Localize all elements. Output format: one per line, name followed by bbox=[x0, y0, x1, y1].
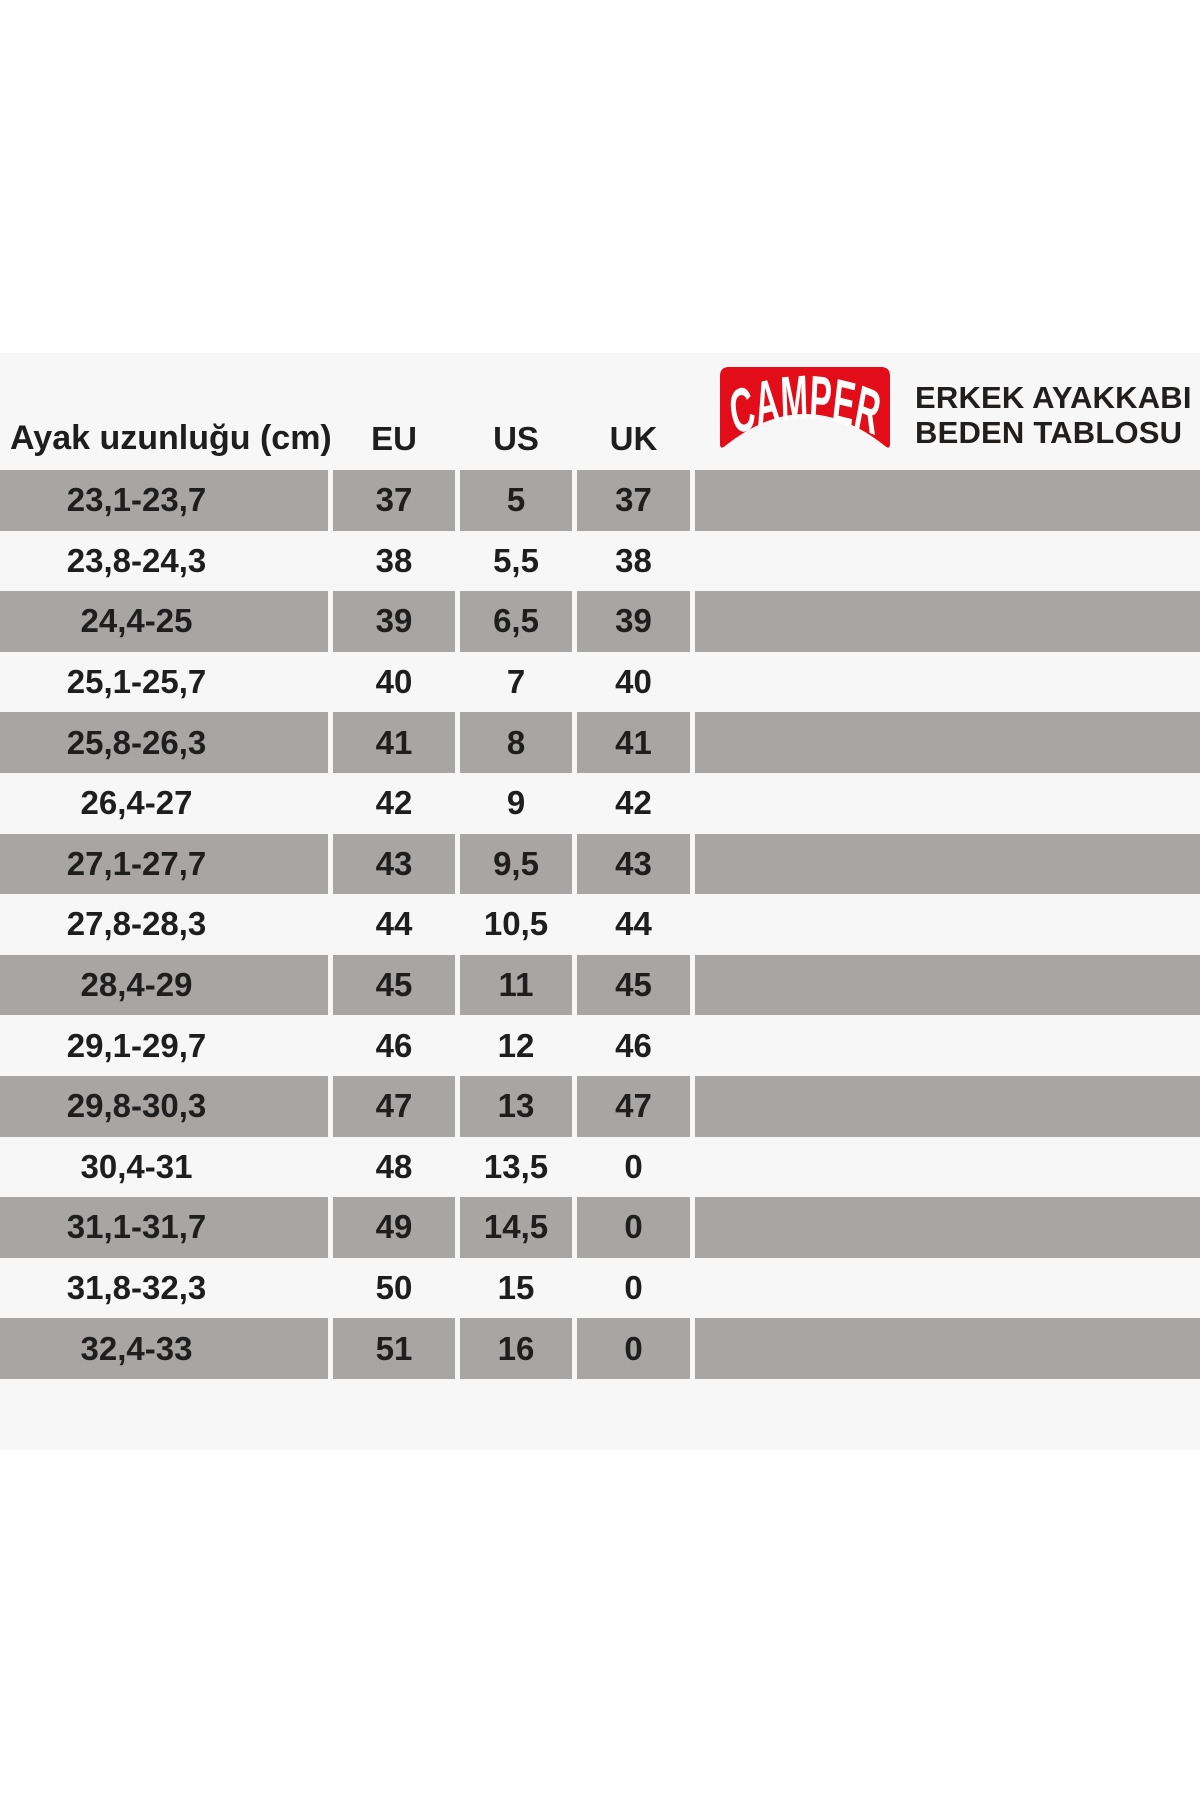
cell-foot-length: 29,8-30,3 bbox=[0, 1076, 328, 1137]
camper-logo-text: CAMPER bbox=[724, 364, 893, 450]
cell-eu: 37 bbox=[333, 470, 455, 531]
camper-logo-icon bbox=[716, 364, 894, 450]
cell-uk: 38 bbox=[615, 541, 652, 579]
cell-spacer bbox=[695, 591, 1200, 652]
table-row bbox=[0, 1015, 1200, 1076]
cell-us: 5 bbox=[460, 470, 572, 531]
cell-spacer bbox=[695, 1258, 1200, 1319]
cell-us: 6,5 bbox=[460, 591, 572, 652]
cell-spacer bbox=[695, 531, 1200, 592]
cell-uk: 44 bbox=[615, 905, 652, 943]
cell-us: 9 bbox=[506, 784, 526, 822]
table-row bbox=[0, 1318, 1200, 1379]
cell-uk: 0 bbox=[577, 1197, 690, 1258]
header-foot-length: Ayak uzunluğu (cm) bbox=[10, 419, 332, 457]
cell-spacer bbox=[695, 955, 1200, 1016]
cell-foot-length: 30,4-31 bbox=[80, 1147, 193, 1185]
cell-uk: 0 bbox=[577, 1318, 690, 1379]
cell-uk: 41 bbox=[577, 712, 690, 773]
cell-foot-length: 28,4-29 bbox=[0, 955, 328, 1016]
header-eu: EU bbox=[371, 420, 417, 457]
cell-us: 8 bbox=[460, 712, 572, 773]
cell-spacer bbox=[695, 652, 1200, 713]
chart-title bbox=[915, 380, 1192, 450]
cell-us: 12 bbox=[497, 1026, 535, 1064]
cell-uk: 43 bbox=[577, 834, 690, 895]
cell-eu: 47 bbox=[333, 1076, 455, 1137]
cell-foot-length: 26,4-27 bbox=[80, 784, 193, 822]
cell-foot-length: 29,1-29,7 bbox=[66, 1026, 207, 1064]
cell-us: 14,5 bbox=[460, 1197, 572, 1258]
cell-us: 9,5 bbox=[460, 834, 572, 895]
cell-foot-length: 23,8-24,3 bbox=[66, 541, 207, 579]
cell-us: 5,5 bbox=[493, 541, 539, 579]
cell-us: 16 bbox=[460, 1318, 572, 1379]
cell-uk: 47 bbox=[577, 1076, 690, 1137]
cell-spacer bbox=[695, 834, 1200, 895]
brand-block bbox=[716, 364, 1192, 450]
cell-eu: 49 bbox=[333, 1197, 455, 1258]
cell-foot-length: 25,8-26,3 bbox=[0, 712, 328, 773]
cell-spacer bbox=[695, 470, 1200, 531]
cell-us: 11 bbox=[460, 955, 572, 1016]
cell-us: 13,5 bbox=[483, 1147, 549, 1185]
cell-uk: 40 bbox=[615, 663, 652, 701]
table-row bbox=[0, 1258, 1200, 1319]
cell-spacer bbox=[695, 1076, 1200, 1137]
cell-spacer bbox=[695, 1197, 1200, 1258]
cell-uk: 42 bbox=[615, 784, 652, 822]
cell-uk: 0 bbox=[624, 1269, 643, 1307]
cell-foot-length: 25,1-25,7 bbox=[66, 663, 207, 701]
cell-us: 10,5 bbox=[483, 905, 549, 943]
cell-eu: 51 bbox=[333, 1318, 455, 1379]
header-us: US bbox=[493, 420, 539, 457]
cell-foot-length: 23,1-23,7 bbox=[0, 470, 328, 531]
header-uk: UK bbox=[609, 420, 658, 457]
table-row bbox=[0, 712, 1200, 773]
cell-foot-length: 31,1-31,7 bbox=[0, 1197, 328, 1258]
cell-eu: 40 bbox=[375, 663, 413, 701]
cell-uk: 45 bbox=[577, 955, 690, 1016]
table-row bbox=[0, 591, 1200, 652]
table-row bbox=[0, 834, 1200, 895]
cell-foot-length: 32,4-33 bbox=[0, 1318, 328, 1379]
cell-eu: 41 bbox=[333, 712, 455, 773]
title-line-2: BEDEN TABLOSU bbox=[915, 415, 1183, 450]
cell-spacer bbox=[695, 894, 1200, 955]
cell-us: 13 bbox=[460, 1076, 572, 1137]
table-row bbox=[0, 470, 1200, 531]
cell-foot-length: 27,1-27,7 bbox=[0, 834, 328, 895]
cell-eu: 45 bbox=[333, 955, 455, 1016]
cell-eu: 39 bbox=[333, 591, 455, 652]
cell-eu: 50 bbox=[375, 1269, 413, 1307]
cell-foot-length: 27,8-28,3 bbox=[66, 905, 207, 943]
cell-eu: 48 bbox=[375, 1147, 413, 1185]
title-line-1: ERKEK AYAKKABI bbox=[915, 380, 1192, 415]
cell-uk: 37 bbox=[577, 470, 690, 531]
cell-eu: 42 bbox=[375, 784, 413, 822]
table-row bbox=[0, 955, 1200, 1016]
table-body bbox=[0, 470, 1200, 1379]
cell-eu: 44 bbox=[375, 905, 413, 943]
cell-spacer bbox=[695, 1318, 1200, 1379]
cell-eu: 38 bbox=[375, 541, 413, 579]
cell-spacer bbox=[695, 712, 1200, 773]
cell-eu: 46 bbox=[375, 1026, 413, 1064]
cell-us: 15 bbox=[497, 1269, 535, 1307]
table-row bbox=[0, 652, 1200, 713]
cell-us: 7 bbox=[506, 663, 526, 701]
cell-foot-length: 24,4-25 bbox=[0, 591, 328, 652]
table-row bbox=[0, 531, 1200, 592]
cell-spacer bbox=[695, 773, 1200, 834]
cell-uk: 46 bbox=[615, 1026, 652, 1064]
cell-foot-length: 31,8-32,3 bbox=[66, 1269, 207, 1307]
cell-eu: 43 bbox=[333, 834, 455, 895]
size-chart-panel bbox=[0, 353, 1200, 1450]
table-header bbox=[0, 353, 1200, 470]
table-row bbox=[0, 1076, 1200, 1137]
cell-spacer bbox=[695, 1137, 1200, 1198]
cell-spacer bbox=[695, 1015, 1200, 1076]
table-row bbox=[0, 773, 1200, 834]
cell-uk: 39 bbox=[577, 591, 690, 652]
table-row bbox=[0, 894, 1200, 955]
table-row bbox=[0, 1137, 1200, 1198]
table-row bbox=[0, 1197, 1200, 1258]
cell-uk: 0 bbox=[624, 1147, 643, 1185]
